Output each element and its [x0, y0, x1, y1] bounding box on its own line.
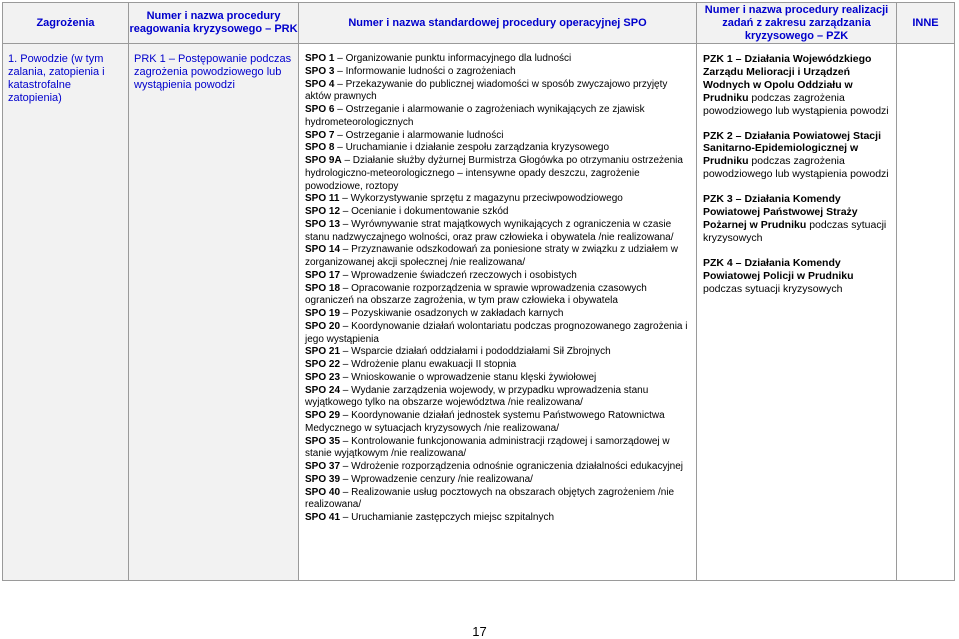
pzk-code: PZK 3 [703, 193, 733, 206]
spo-code: SPO 24 [305, 384, 341, 396]
spo-code: SPO 37 [305, 461, 341, 472]
hazard-text: 1. Powodzie (w tym zalania, zatopienia i katastrofalne zatopienia) [8, 53, 105, 104]
spo-item [305, 270, 692, 283]
spo-description: – Przekazywanie do publicznej wiadomości w sposób zwyczajowo przyjęty aktów prawnych [305, 78, 668, 103]
spo-item [305, 308, 692, 321]
header-pzk: Numer i nazwa procedury realizacji zadań z zakresu zarządzania kryzysowego – PZK [697, 3, 897, 44]
spo-code: SPO 8 [305, 142, 335, 154]
spo-code: SPO 13 [305, 218, 341, 230]
spo-item [305, 66, 692, 79]
pzk-cell [697, 44, 897, 581]
pzk-description: podczas zagrożenia powodziowego lub wystąpienia powodzi [703, 91, 889, 117]
spo-item [305, 193, 692, 206]
spo-code: SPO 29 [305, 410, 341, 421]
spo-item [305, 359, 692, 372]
spo-code: SPO 4 [305, 78, 335, 90]
spo-code: SPO 19 [305, 308, 341, 319]
prk-text: PRK 1 – Postępowanie podczas zagrożenia powodziowego lub wystąpienia powodzi [134, 53, 292, 91]
spo-item [305, 79, 692, 105]
spo-item [305, 385, 692, 411]
spo-description: – Działanie służby dyżurnej Burmistrza Głogówka po otrzymaniu ostrzeżenia hydrologiczno-meteorologicznego – intensywne opady deszczu, zagrożenie powodziowe, roztopy [305, 155, 683, 192]
spo-item [305, 372, 692, 385]
spo-code: SPO 12 [305, 206, 341, 217]
spo-item [305, 104, 692, 130]
spo-code: SPO 35 [305, 435, 341, 447]
spo-item [305, 474, 692, 487]
spo-code: SPO 40 [305, 486, 341, 498]
prk-cell [129, 44, 299, 581]
spo-item [305, 130, 692, 143]
pzk-item [703, 257, 892, 296]
spo-description: – Wdrożenie rozporządzenia odnośnie ograniczenia działalności edukacyjnej [340, 461, 684, 472]
spo-description: – Uruchamianie i działanie zespołu zarządzania kryzysowego [334, 142, 610, 154]
pzk-code: PZK 4 [703, 256, 733, 269]
page-number: 17 [472, 624, 487, 639]
spo-code: SPO 20 [305, 320, 341, 332]
header-spo: Numer i nazwa standardowej procedury operacyjnej SPO [299, 3, 697, 44]
table-row [3, 44, 955, 581]
header-other: INNE [897, 3, 955, 44]
pzk-list [697, 44, 896, 296]
spo-code: SPO 41 [305, 512, 341, 523]
spo-item [305, 244, 692, 270]
spo-code: SPO 39 [305, 473, 341, 485]
pzk-item [703, 130, 892, 182]
spo-code: SPO 11 [305, 193, 340, 205]
spo-description: – Ostrzeganie i alarmowanie o zagrożeniach wynikających ze zjawisk hydrometeorologicznych [305, 104, 645, 128]
spo-description: – Wprowadzenie świadczeń rzeczowych i osobistych [340, 269, 577, 281]
spo-code: SPO 9A [305, 155, 342, 166]
spo-code: SPO 1 [305, 53, 335, 64]
spo-code: SPO 17 [305, 269, 341, 281]
spo-description: – Wprowadzenie cenzury /nie realizowana/ [340, 473, 533, 485]
spo-code: SPO 23 [305, 371, 341, 383]
spo-description: – Wyrównywanie strat majątkowych wynikających z ograniczenia w czasie stanu nadzwyczajnego wolności, oraz praw człowieka i obywatela /nie realizowana/ [305, 218, 674, 243]
spo-item [305, 142, 692, 155]
pzk-title: – Działania Komendy Powiatowej Państwowej Straży Pożarnej w Prudniku [703, 193, 858, 231]
pzk-description: podczas zagrożenia powodziowego lub wystąpienia powodzi [703, 155, 889, 181]
spo-item [305, 219, 692, 245]
spo-description: – Organizowanie punktu informacyjnego dla ludności [334, 53, 572, 64]
spo-item [305, 487, 692, 513]
spo-description: – Ocenianie i dokumentowanie szkód [340, 206, 509, 217]
spo-description: – Realizowanie usług pocztowych na obszarach objętych zagrożeniem /nie realizowana/ [305, 486, 675, 511]
pzk-title: – Działania Powiatowej Stacji Sanitarno-Epidemiologicznej w Prudniku [703, 129, 881, 168]
spo-description: – Ostrzeganie i alarmowanie ludności [334, 129, 504, 141]
spo-cell [299, 44, 697, 581]
spo-code: SPO 22 [305, 359, 341, 370]
spo-item [305, 53, 692, 66]
spo-item [305, 206, 692, 219]
spo-description: – Uruchamianie zastępczych miejsc szpitalnych [340, 512, 555, 523]
table-header-row [3, 3, 955, 44]
spo-code: SPO 14 [305, 244, 341, 256]
header-prk: Numer i nazwa procedury reagowania kryzysowego – PRK [129, 3, 299, 44]
spo-code: SPO 6 [305, 104, 335, 115]
spo-item [305, 321, 692, 347]
spo-description: – Wykorzystywanie sprzętu z magazynu przeciwpowodziowego [339, 193, 623, 205]
spo-item [305, 410, 692, 436]
spo-code: SPO 21 [305, 346, 341, 358]
spo-list [299, 44, 696, 525]
pzk-title: – Działania Komendy Powiatowej Policji w Prudniku [703, 256, 854, 282]
other-cell [897, 44, 955, 581]
procedures-table [2, 2, 955, 581]
spo-item [305, 155, 692, 193]
spo-code: SPO 3 [305, 65, 335, 77]
spo-description: – Wdrożenie planu ewakuacji II stopnia [340, 359, 517, 370]
pzk-item [703, 193, 892, 245]
spo-code: SPO 18 [305, 282, 341, 294]
hazard-cell [3, 44, 129, 581]
pzk-description: podczas sytuacji kryzysowych [703, 282, 843, 295]
spo-description: – Kontrolowanie funkcjonowania administracji rządowej i samorządowej w stanie wyjątkowym /nie realizowana/ [305, 435, 670, 460]
header-hazards: Zagrożenia [3, 3, 129, 44]
spo-description: – Wydanie zarządzenia wojewody, w przypadku wprowadzenia stanu wyjątkowego tylko na obszarze województwa /nie realizowana/ [305, 384, 649, 409]
spo-description: – Informowanie ludności o zagrożeniach [334, 65, 516, 77]
spo-description: – Koordynowanie działań wolontariatu podczas prognozowanego zagrożenia i jego wystąpienia [305, 320, 688, 345]
spo-description: – Koordynowanie działań jednostek systemu Państwowego Ratownictwa Medycznego w sytuacjach kryzysowych /nie realizowana/ [305, 410, 665, 434]
spo-description: – Wsparcie działań oddziałami i pododdziałami Sił Zbrojnych [340, 346, 611, 358]
spo-item [305, 436, 692, 462]
spo-description: – Pozyskiwanie osadzonych w zakładach karnych [340, 308, 564, 319]
spo-item [305, 283, 692, 309]
spo-description: – Opracowanie rozporządzenia w sprawie wprowadzenia czasowych ograniczeń na obszarze zagrożenia, w tym praw człowieka i obywatela [305, 282, 647, 307]
pzk-code: PZK 2 [703, 129, 733, 142]
spo-item [305, 512, 692, 525]
pzk-item [703, 53, 892, 118]
spo-item [305, 461, 692, 474]
spo-description: – Przyznawanie odszkodowań za poniesione straty w związku z udziałem w zorganizowanej akcji społecznej /nie realizowana/ [305, 244, 678, 268]
pzk-title: – Działania Wojewódzkiego Zarządu Melioracji i Urządzeń Wodnych w Opolu Oddziału w Prudniku [703, 53, 872, 104]
spo-item [305, 346, 692, 359]
spo-description: – Wnioskowanie o wprowadzenie stanu klęski żywiołowej [340, 371, 597, 383]
pzk-description: podczas sytuacji kryzysowych [703, 218, 887, 244]
pzk-code: PZK 1 [703, 53, 733, 65]
spo-code: SPO 7 [305, 129, 335, 141]
